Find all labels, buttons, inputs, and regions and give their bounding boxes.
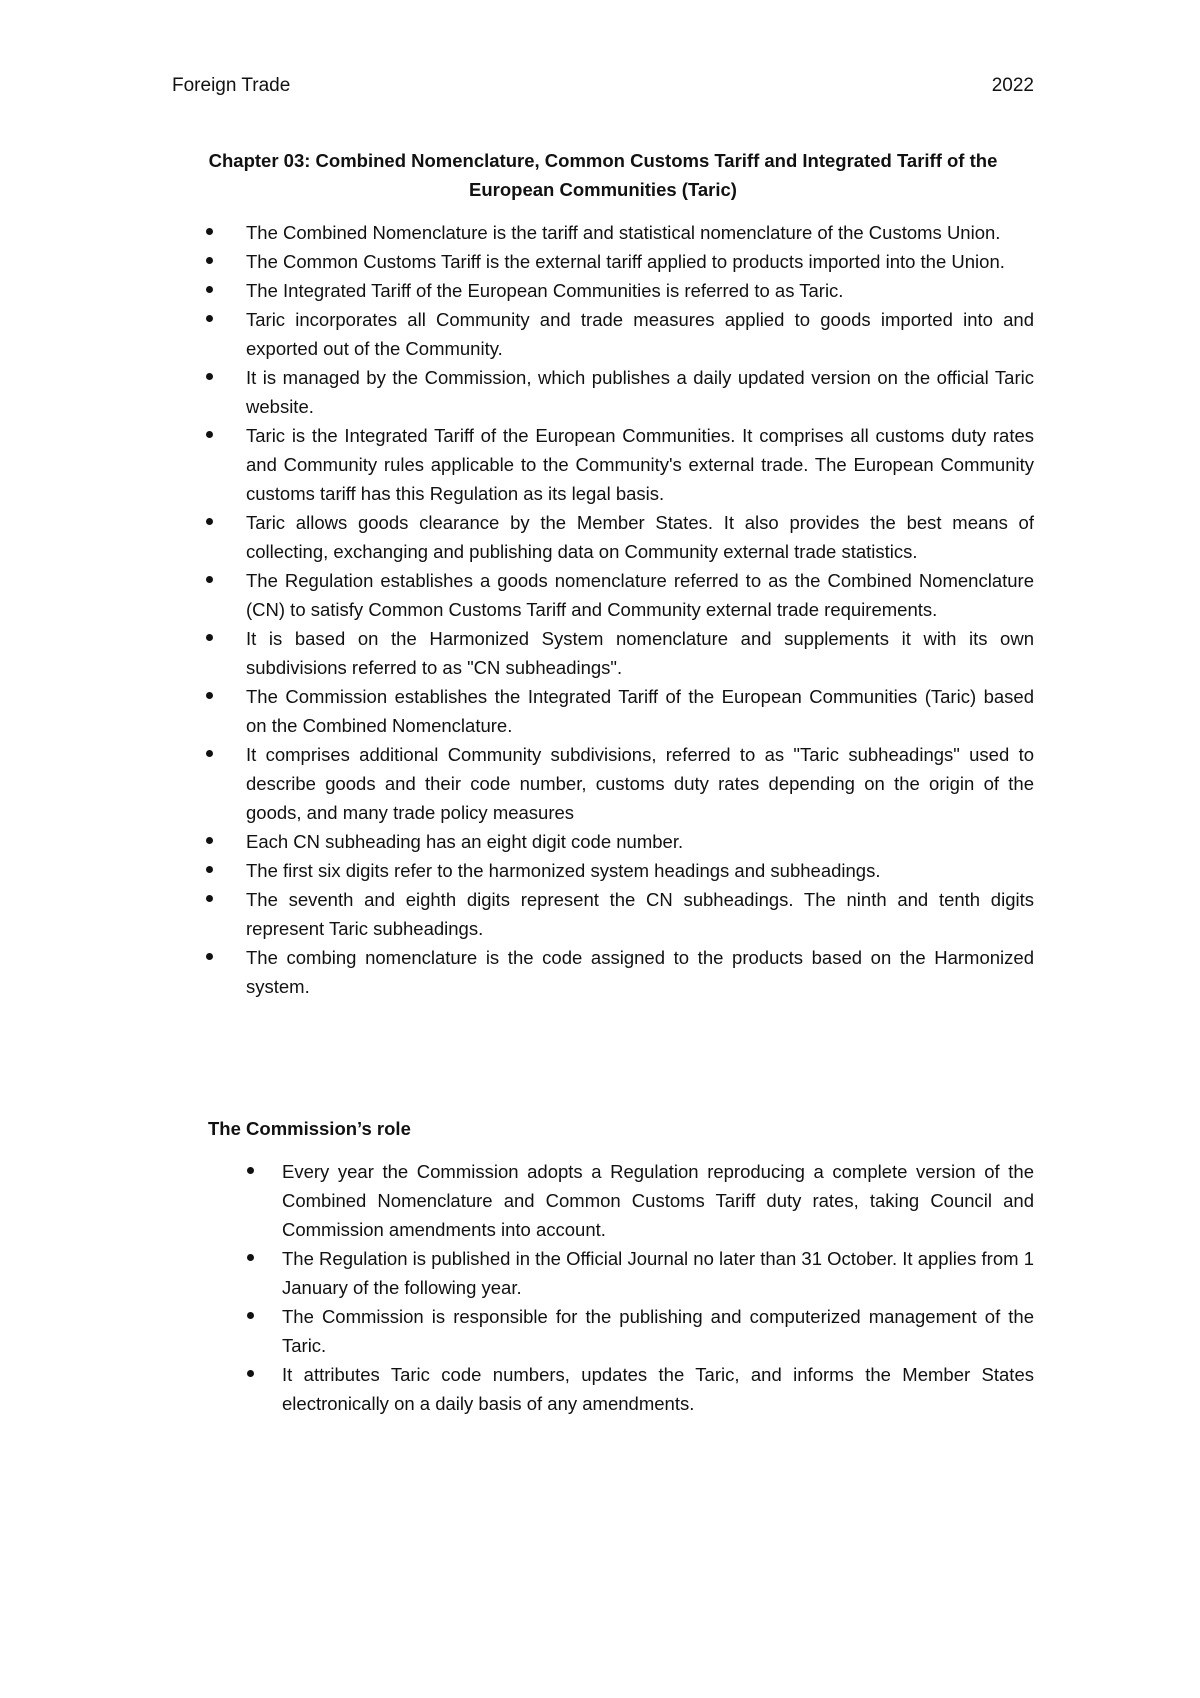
bullet-icon	[206, 750, 213, 757]
bullet-icon	[247, 1167, 254, 1174]
bullet-icon	[247, 1312, 254, 1319]
list-item-text: Taric is the Integrated Tariff of the European Communities. It comprises all customs duty rates and Community rules applicable to the Community's external trade. The European Community customs tariff has this Regulation as its legal basis.	[246, 425, 1034, 504]
bullet-icon	[206, 866, 213, 873]
list-item-text: It attributes Taric code numbers, updates the Taric, and informs the Member States electronically on a daily basis of any amendments.	[282, 1364, 1034, 1414]
list-item	[247, 1302, 1034, 1360]
list-item-text: It comprises additional Community subdivisions, referred to as "Taric subheadings" used to describe goods and their code number, customs duty rates depending on the origin of the goods, and many trade policy measures	[246, 744, 1034, 823]
list-item-text: The seventh and eighth digits represent the CN subheadings. The ninth and tenth digits represent Taric subheadings.	[246, 889, 1034, 939]
list-item-text: The Combined Nomenclature is the tariff and statistical nomenclature of the Customs Union.	[246, 222, 1001, 243]
list-item	[206, 305, 1034, 363]
list-item	[247, 1157, 1034, 1244]
bullet-icon	[206, 315, 213, 322]
list-item	[206, 421, 1034, 508]
list-item	[206, 566, 1034, 624]
bullet-icon	[206, 576, 213, 583]
list-item-text: Taric allows goods clearance by the Member States. It also provides the best means of collecting, exchanging and publishing data on Community external trade statistics.	[246, 512, 1034, 562]
bullet-icon	[206, 431, 213, 438]
bullet-icon	[206, 837, 213, 844]
list-item	[206, 508, 1034, 566]
list-item	[206, 827, 1034, 856]
list-item	[247, 1244, 1034, 1302]
list-item-text: The Commission establishes the Integrated Tariff of the European Communities (Taric) based on the Combined Nomenclature.	[246, 686, 1034, 736]
list-item-text: It is managed by the Commission, which publishes a daily updated version on the official Taric website.	[246, 367, 1034, 417]
list-item-text: The Common Customs Tariff is the external tariff applied to products imported into the Union.	[246, 251, 1005, 272]
list-item	[247, 1360, 1034, 1418]
list-item-text: The Commission is responsible for the publishing and computerized management of the Taric.	[282, 1306, 1034, 1356]
list-item-text: The first six digits refer to the harmonized system headings and subheadings.	[246, 860, 881, 881]
bullet-icon	[206, 373, 213, 380]
list-item-text: The combing nomenclature is the code assigned to the products based on the Harmonized system.	[246, 947, 1034, 997]
header-year: 2022	[991, 75, 1034, 96]
running-header	[172, 74, 1034, 98]
bullet-icon	[206, 286, 213, 293]
header-subject: Foreign Trade	[172, 75, 291, 96]
bullet-icon	[206, 634, 213, 641]
list-item-text: Every year the Commission adopts a Regulation reproducing a complete version of the Combined Nomenclature and Common Customs Tariff duty rates, taking Council and Commission amendments into account.	[282, 1161, 1034, 1240]
list-item-text: The Regulation establishes a goods nomenclature referred to as the Combined Nomenclature (CN) to satisfy Common Customs Tariff and Community external trade requirements.	[246, 570, 1034, 620]
chapter-title: Chapter 03: Combined Nomenclature, Common Customs Tariff and Integrated Tariff of the European Communities (Taric)	[208, 150, 998, 200]
bullet-icon	[206, 953, 213, 960]
list-item	[206, 740, 1034, 827]
list-item	[206, 218, 1034, 247]
bullet-icon	[206, 228, 213, 235]
list-item	[206, 943, 1034, 1001]
bullet-icon	[247, 1370, 254, 1377]
list-item-text: Taric incorporates all Community and trade measures applied to goods imported into and exported out of the Community.	[246, 309, 1034, 359]
bullet-icon	[206, 257, 213, 264]
list-item	[206, 247, 1034, 276]
list-item	[206, 276, 1034, 305]
commission-bullet-list	[247, 1157, 1034, 1418]
bullet-icon	[206, 518, 213, 525]
bullet-icon	[206, 895, 213, 902]
bullet-icon	[206, 692, 213, 699]
commission-role-heading: The Commission’s role	[208, 1118, 411, 1139]
list-item-text: The Integrated Tariff of the European Communities is referred to as Taric.	[246, 280, 844, 301]
list-item	[206, 885, 1034, 943]
list-item	[206, 363, 1034, 421]
list-item	[206, 682, 1034, 740]
list-item-text: Each CN subheading has an eight digit code number.	[246, 831, 684, 852]
bullet-icon	[247, 1254, 254, 1261]
list-item-text: The Regulation is published in the Official Journal no later than 31 October. It applies from 1 January of the following year.	[282, 1248, 1034, 1298]
list-item-text: It is based on the Harmonized System nomenclature and supplements it with its own subdivisions referred to as "CN subheadings".	[246, 628, 1034, 678]
chapter-bullet-list	[206, 218, 1034, 1001]
list-item	[206, 856, 1034, 885]
list-item	[206, 624, 1034, 682]
